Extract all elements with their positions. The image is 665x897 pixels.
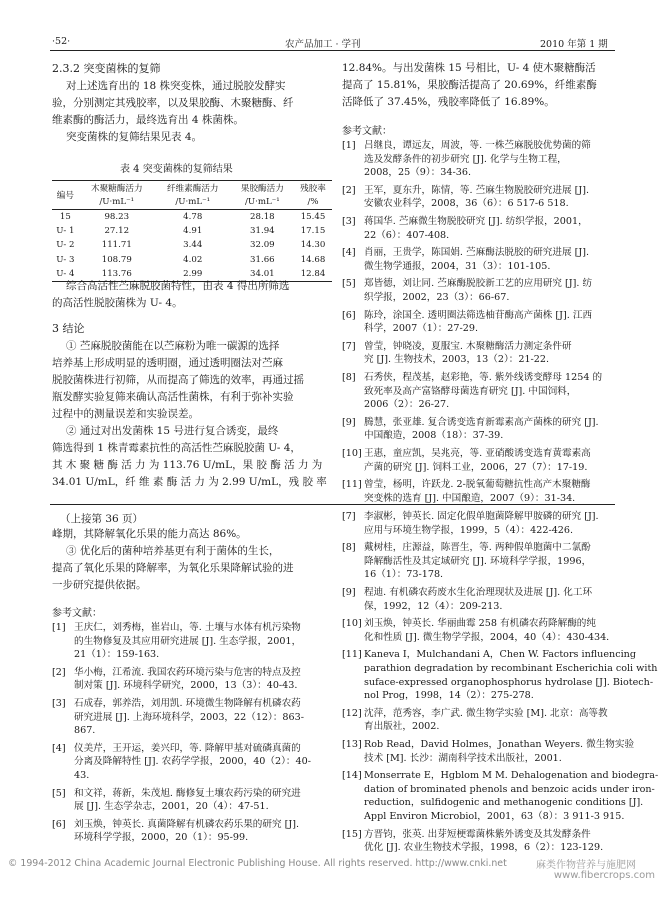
reference-text: suface-expressed organophosphorus hydrolase [J]. Biotech- bbox=[364, 676, 654, 688]
reference-text: parathion degradation by recombinant Escherichia coli with bbox=[364, 662, 658, 674]
issue-label: 2010 年第 1 期 bbox=[540, 39, 608, 50]
section-title-3: 3 结论 bbox=[52, 322, 85, 335]
reference-text: 究 [J]. 生物技术，2003，13（2）：21-22. bbox=[364, 354, 550, 366]
reference-text: 李淑彬，钟英长. 固定化假单胞菌降解甲胺磷的研究 [J]. bbox=[364, 511, 599, 522]
journal-name: 农产品加工 · 学刊 bbox=[285, 39, 361, 50]
reference-text: 突变株的选育 [J]. 中国酿造，2007（9）：31-34. bbox=[364, 492, 576, 504]
table-header: 残胶率 bbox=[300, 184, 326, 194]
reference-text: Rob Read，David Holmes，Jonathan Weyers. 微生物实验 bbox=[364, 739, 635, 750]
reference-text: 22（6）：407-408. bbox=[364, 229, 450, 241]
reference-text: 展 [J]. 生态学杂志，2001，20（4）：47-51. bbox=[74, 801, 269, 813]
reference-text: 21（1）：159-163. bbox=[74, 649, 160, 661]
reference-text: 化和性质 [J]. 微生物学学报，2004，40（4）：430-434. bbox=[364, 631, 610, 643]
section-title-2-3-2: 2.3.2 突变菌株的复筛 bbox=[52, 62, 161, 75]
table-row bbox=[52, 224, 332, 238]
para-line: 峰期，其降解氧化乐果的能力高达 86%。 bbox=[52, 528, 247, 540]
table-cell: 108.79 bbox=[101, 254, 132, 265]
table-cell: 3.44 bbox=[183, 240, 203, 251]
reference-number: [11] bbox=[342, 479, 362, 491]
table-header: 果胶酶活力 bbox=[240, 184, 284, 194]
table-cell: 14.68 bbox=[300, 254, 326, 265]
reference-text: 867. bbox=[74, 725, 96, 737]
reference-number: [10] bbox=[342, 448, 362, 459]
reference-number: [7] bbox=[342, 511, 356, 522]
para-line: 12.84%。与出发菌株 15 号相比，U- 4 使木聚糖酶活 bbox=[342, 62, 596, 74]
reference-number: [15] bbox=[342, 828, 362, 840]
reference-number: [9] bbox=[342, 587, 356, 598]
table-cell: U- 1 bbox=[56, 226, 75, 237]
reference-text: 制对策 [J]. 环境科学研究，2000，13（3）：40-43. bbox=[74, 680, 298, 692]
table-unit: /U·mL⁻¹ bbox=[99, 197, 135, 207]
reference-number: [7] bbox=[342, 340, 356, 352]
para-line: 维素酶的酶活力，最终选育出 4 株菌株。 bbox=[52, 114, 244, 126]
reference-text: 优化 [J]. 农业生物技术学报，1998，6（2）：123-129. bbox=[364, 842, 604, 854]
table-cell: 34.01 bbox=[250, 268, 275, 279]
reference-number: [8] bbox=[342, 372, 356, 383]
reference-text: 和文祥，蒋新，朱茂旭. 酶修复土壤农药污染的研究进 bbox=[74, 787, 301, 799]
table-header: 编号 bbox=[52, 181, 79, 210]
reference-number: [5] bbox=[52, 787, 66, 799]
reference-number: [1] bbox=[52, 622, 66, 633]
reference-number: [3] bbox=[342, 216, 356, 227]
reference-text: 曾莹，杨明，许跃龙. 2-脱氧葡萄糖抗性高产木聚糖酶 bbox=[364, 479, 591, 491]
table-cell: 98.23 bbox=[104, 212, 130, 223]
reference-text: 微生物学通报，2004，31（3）：101-105. bbox=[364, 260, 551, 272]
reference-text: Monserrate E，Hgblom M M. Dehalogenation and biodegra- bbox=[364, 770, 659, 782]
reference-text: 2006（2）：26-27. bbox=[364, 399, 450, 411]
reference-number: [12] bbox=[342, 707, 362, 719]
reference-number: [6] bbox=[52, 818, 66, 830]
table-row bbox=[52, 253, 332, 267]
reference-text: 刘玉焕，钟英长. 华丽曲霉 258 有机磷农药降解酶的纯 bbox=[364, 618, 596, 630]
reference-text: 研究进展 [J]. 上海环境科学，2003，22（12）：863- bbox=[74, 711, 304, 723]
table-cell: 111.71 bbox=[101, 240, 132, 251]
table-unit: /U·mL⁻¹ bbox=[175, 197, 211, 207]
table-cell: 31.94 bbox=[250, 226, 275, 237]
reference-text: 保，1992，12（4）：209-213. bbox=[364, 600, 503, 612]
para-line: 筛选得到 1 株青霉素抗性的高活性苎麻脱胶菌 U- 4， bbox=[52, 442, 301, 454]
reference-number: [2] bbox=[52, 666, 66, 678]
table-row bbox=[52, 238, 332, 252]
reference-text: 16（1）：73-178. bbox=[364, 569, 444, 581]
reference-number: [4] bbox=[342, 247, 356, 259]
table-cell: U- 2 bbox=[56, 240, 75, 251]
watermark-cn: 麻类作物营养与施肥网 bbox=[536, 860, 636, 871]
reference-number: [11] bbox=[342, 649, 362, 661]
reference-text: 方晋钧，张英. 出芽短梗霉菌株紫外诱变及其发酵条件 bbox=[364, 828, 591, 840]
reference-text: 刘玉焕，钟英长. 真菌降解有机磷农药乐果的研究 [J]. bbox=[74, 818, 299, 830]
reference-text: 技术 [M]. 长沙：湖南科学技术出版社，2001. bbox=[364, 752, 562, 764]
reference-text: 科学，2007（1）：27-29. bbox=[364, 323, 478, 335]
references-title: 参考文献： bbox=[342, 126, 392, 137]
reference-number: [6] bbox=[342, 309, 356, 321]
reference-number: [4] bbox=[52, 742, 66, 754]
table-row bbox=[52, 210, 332, 225]
para-line: ③ 优化后的菌种培养基更有利于菌体的生长， bbox=[66, 545, 280, 557]
reference-text: 织学报，2002，23（3）：66-67. bbox=[364, 291, 510, 303]
reference-number: [14] bbox=[342, 770, 362, 782]
reference-number: [1] bbox=[342, 140, 356, 151]
page-number: ·52· bbox=[52, 36, 71, 47]
reference-text: reduction，sulfidogenic and methanogenic conditions [J]. bbox=[364, 797, 644, 809]
reference-text: 的生物修复及其应用研究进展 [J]. 生态学报，2001， bbox=[74, 635, 302, 647]
reference-text: 王军，夏东升，陈情，等. 苎麻生物脱胶研究进展 [J]. bbox=[364, 184, 589, 196]
reference-text: 产菌的研究 [J]. 饲料工业，2006，27（7）：17-19. bbox=[364, 461, 588, 473]
reference-text: 沈萍，范秀容，李广武. 微生物学实验 [M]. 北京：高等教 bbox=[364, 707, 608, 719]
section-divider bbox=[50, 504, 615, 505]
para-line: 对上述选育出的 18 株突变株，通过脱胶发酵实 bbox=[66, 80, 286, 92]
para-line: 的高活性脱胶菌株为 U- 4。 bbox=[52, 297, 183, 309]
reference-text: 戴树桂，庄源益，陈晋生，等. 两种假单胞菌中二氯酚 bbox=[364, 542, 591, 554]
reference-number: [9] bbox=[342, 416, 356, 428]
reference-text: 石成春，郭养浩，刘用凯. 环境微生物降解有机磷农药 bbox=[74, 698, 301, 709]
table-4 bbox=[52, 180, 332, 282]
reference-number: [13] bbox=[342, 739, 362, 750]
para-line: 过程中的测量误差和实验误差。 bbox=[52, 408, 199, 420]
para-line: 培养基上形成明显的透明圈，通过透明圈法对苎麻 bbox=[52, 357, 283, 369]
reference-text: 43. bbox=[74, 769, 90, 781]
reference-text: 安徽农业科学，2008，36（6）：6 517-6 518. bbox=[364, 198, 569, 210]
reference-text: 陈玲，涂国全. 透明圈法筛选柚苷酶高产菌株 [J]. 江西 bbox=[364, 309, 593, 321]
table-cell: 113.76 bbox=[101, 268, 132, 279]
para-line: 瓶发酵实验复筛来确认高活性菌株，有利于弥补实验 bbox=[52, 391, 294, 403]
para-line: 突变菌株的复筛结果见表 4。 bbox=[66, 131, 203, 143]
table-cell: 32.09 bbox=[250, 240, 275, 251]
table-caption: 表 4 突变菌株的复筛结果 bbox=[120, 164, 233, 175]
reference-text: 选及发酵条件的初步研究 [J]. 化学与生物工程， bbox=[364, 153, 567, 165]
table-cell: 14.30 bbox=[300, 240, 326, 251]
reference-text: Kaneva I，Mulchandani A，Chen W. Factors influencing bbox=[364, 649, 636, 661]
reference-text: 应用与环境生物学报，1999，5（4）：422-426. bbox=[364, 524, 574, 536]
reference-text: 蒋国华. 苎麻微生物脱胶研究 [J]. 纺织学报，2001， bbox=[364, 216, 588, 227]
reference-number: [5] bbox=[342, 278, 356, 290]
reference-number: [3] bbox=[52, 698, 66, 709]
reference-text: 王庆仁，刘秀梅，崔岩山，等. 土壤与水体有机污染物 bbox=[74, 622, 301, 633]
table-header: 木聚糖酶活力 bbox=[90, 184, 143, 194]
reference-text: 中国酿造，2008（18）：37-39. bbox=[364, 430, 504, 442]
reference-text: 吕继良，谭远友，周波，等. 一株苎麻脱胶优势菌的筛 bbox=[364, 140, 591, 151]
table-cell: 15.45 bbox=[300, 212, 326, 223]
reference-text: 王惠，童应凯，吴兆亮，等. 亚硝酸诱变选育黄霉素高 bbox=[364, 448, 591, 459]
para-line: 提高了 15.81%，果胶酶活提高了 20.69%，纤维素酶 bbox=[342, 79, 597, 91]
para-line: 提高了氧化乐果的降解率，为氧化乐果降解试验的进 bbox=[52, 562, 294, 574]
table-cell: U- 4 bbox=[56, 268, 75, 279]
reference-text: Appl Environ Microbiol，2001，63（8）：3 911-3 915. bbox=[364, 810, 625, 822]
table-cell: 12.84 bbox=[300, 268, 326, 279]
table-cell: 4.91 bbox=[183, 226, 203, 237]
reference-text: nol Prog，1998，14（2）：275-278. bbox=[364, 690, 534, 702]
para-line: 其 木 聚 糖 酶 活 力 为 113.76 U/mL，果 胶 酶 活 力 为 bbox=[52, 459, 323, 471]
para-line: 验，分别测定其残胶率，以及果胶酶、木聚糖酶、纤 bbox=[52, 97, 294, 109]
para-line: 一步研究提供依据。 bbox=[52, 579, 147, 591]
reference-number: [10] bbox=[342, 618, 362, 630]
table-cell: U- 3 bbox=[56, 254, 75, 265]
para-line: 综合高活性苎麻脱胶菌特性，由表 4 得出所筛选 bbox=[66, 280, 290, 292]
reference-text: 2008，25（9）：34-36. bbox=[364, 167, 472, 179]
para-line: ② 通过对出发菌株 15 号进行复合诱变，最终 bbox=[66, 425, 279, 437]
table-cell: 4.78 bbox=[183, 212, 203, 223]
reference-text: 郑皆德，刘让同. 苎麻酶脱胶新工艺的应用研究 [J]. 纺 bbox=[364, 278, 593, 290]
reference-number: [8] bbox=[342, 542, 356, 554]
table-cell: 31.66 bbox=[250, 254, 275, 265]
table-unit: /U·mL⁻¹ bbox=[244, 197, 280, 207]
copyright-line: © 1994-2012 China Academic Journal Electronic Publishing House. All rights reserved. http://www.cnki.net bbox=[8, 858, 507, 869]
reference-text: 肖丽，王贵学，陈国娟. 苎麻酶法脱胶的研究进展 [J]. bbox=[364, 247, 589, 259]
reference-text: 致死率及高产富铬酵母菌选育研究 [J]. 中国饲料， bbox=[364, 385, 577, 397]
reference-text: 环境科学学报，2000，20（1）：95-99. bbox=[74, 832, 249, 844]
table-cell: 2.99 bbox=[183, 268, 203, 279]
para-line: ① 苎麻脱胶菌能在以苎麻粉为唯一碳源的选择 bbox=[66, 340, 280, 352]
watermark-url: www.fibercrops.com bbox=[553, 870, 655, 881]
references-title: 参考文献： bbox=[52, 608, 102, 619]
reference-text: 华小梅，江希流. 我国农药环境污染与危害的特点及控 bbox=[74, 666, 301, 678]
reference-text: 降解酶活性及其定域研究 [J]. 环境科学学报，1996， bbox=[364, 555, 592, 567]
reference-text: 仪美芹，王开运，姜兴印，等. 降解甲基对硫磷真菌的 bbox=[74, 742, 301, 754]
reference-text: 腾慧，张亚雄. 复合诱变选育新霉素高产菌株的研究 [J]. bbox=[364, 416, 599, 428]
reference-text: 育出版社，2002. bbox=[364, 721, 440, 733]
table-cell: 4.02 bbox=[183, 254, 203, 265]
para-line: 脱胶菌株进行初筛，从而提高了筛选的效率，再通过摇 bbox=[52, 374, 304, 386]
reference-text: 石秀侠，程茂基，赵彩艳，等. 紫外线诱变酵母 1254 的 bbox=[364, 372, 603, 383]
reference-text: 分离及降解特性 [J]. 农药学学报，2000，40（2）：40- bbox=[74, 756, 311, 768]
reference-number: [2] bbox=[342, 184, 356, 196]
reference-text: 曾莹，钟晓凌，夏服宝. 木聚糖酶活力测定条件研 bbox=[364, 340, 572, 352]
table-cell: 15 bbox=[59, 212, 71, 223]
table-cell: 28.18 bbox=[250, 212, 275, 223]
reference-text: 程迪. 有机磷农药废水生化治理现状及进展 [J]. 化工环 bbox=[364, 587, 593, 598]
continued-note: （上接第 36 页） bbox=[60, 513, 144, 525]
para-line: 活降低了 37.45%，残胶率降低了 16.89%。 bbox=[342, 96, 555, 108]
table-header: 纤维素酶活力 bbox=[166, 184, 219, 194]
table-cell: 27.12 bbox=[104, 226, 130, 237]
para-line: 34.01 U/mL，纤 维 素 酶 活 力 为 2.99 U/mL，残 胶 率 bbox=[52, 476, 327, 488]
reference-text: dation of brominated phenols and benzoic acids under iron- bbox=[364, 783, 655, 795]
table-unit: /% bbox=[307, 197, 319, 207]
header-rule bbox=[50, 50, 615, 51]
table-cell: 17.15 bbox=[300, 226, 326, 237]
